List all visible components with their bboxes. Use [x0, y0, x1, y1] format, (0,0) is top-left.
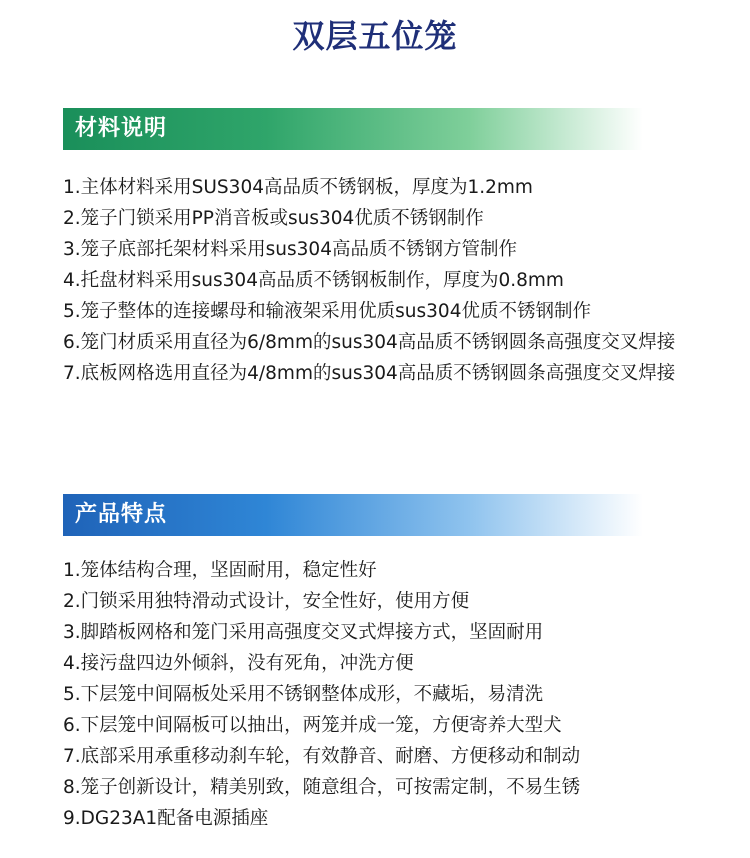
materials-header-label: 材料说明	[75, 116, 168, 141]
features-list	[63, 555, 743, 834]
materials-item-4: 4.托盘材料采用sus304高品质不锈钢板制作，厚度为0.8mm	[63, 270, 564, 291]
materials-item-5: 5.笼子整体的连接螺母和输液架采用优质sus304优质不锈钢制作	[63, 301, 591, 322]
materials-list	[63, 172, 743, 389]
features-item-1: 1.笼体结构合理，坚固耐用，稳定性好	[63, 560, 377, 581]
materials-item-1: 1.主体材料采用SUS304高品质不锈钢板，厚度为1.2mm	[63, 177, 533, 198]
features-section-header	[63, 494, 643, 536]
materials-item-7: 7.底板网格选用直径为4/8mm的sus304高品质不锈钢圆条高强度交叉焊接	[63, 363, 676, 384]
page-title: 双层五位笼	[292, 17, 458, 55]
features-item-2: 2.门锁采用独特滑动式设计，安全性好，使用方便	[63, 591, 470, 612]
features-item-3: 3.脚踏板网格和笼门采用高强度交叉式焊接方式，坚固耐用	[63, 622, 544, 643]
materials-item-6: 6.笼门材质采用直径为6/8mm的sus304高品质不锈钢圆条高强度交叉焊接	[63, 332, 676, 353]
materials-item-3: 3.笼子底部托架材料采用sus304高品质不锈钢方管制作	[63, 239, 517, 260]
features-item-6: 6.下层笼中间隔板可以抽出，两笼并成一笼，方便寄养大型犬	[63, 715, 562, 736]
features-header-label: 产品特点	[75, 502, 168, 527]
materials-section-header	[63, 108, 643, 150]
features-item-5: 5.下层笼中间隔板处采用不锈钢整体成形，不藏垢，易清洗	[63, 684, 544, 705]
materials-item-2: 2.笼子门锁采用PP消音板或sus304优质不锈钢制作	[63, 208, 484, 229]
features-item-9: 9.DG23A1配备电源插座	[63, 808, 269, 829]
features-item-8: 8.笼子创新设计，精美别致，随意组合，可按需定制，不易生锈	[63, 777, 581, 798]
features-item-4: 4.接污盘四边外倾斜，没有死角，冲洗方便	[63, 653, 414, 674]
features-item-7: 7.底部采用承重移动刹车轮，有效静音、耐磨、方便移动和制动	[63, 746, 581, 767]
